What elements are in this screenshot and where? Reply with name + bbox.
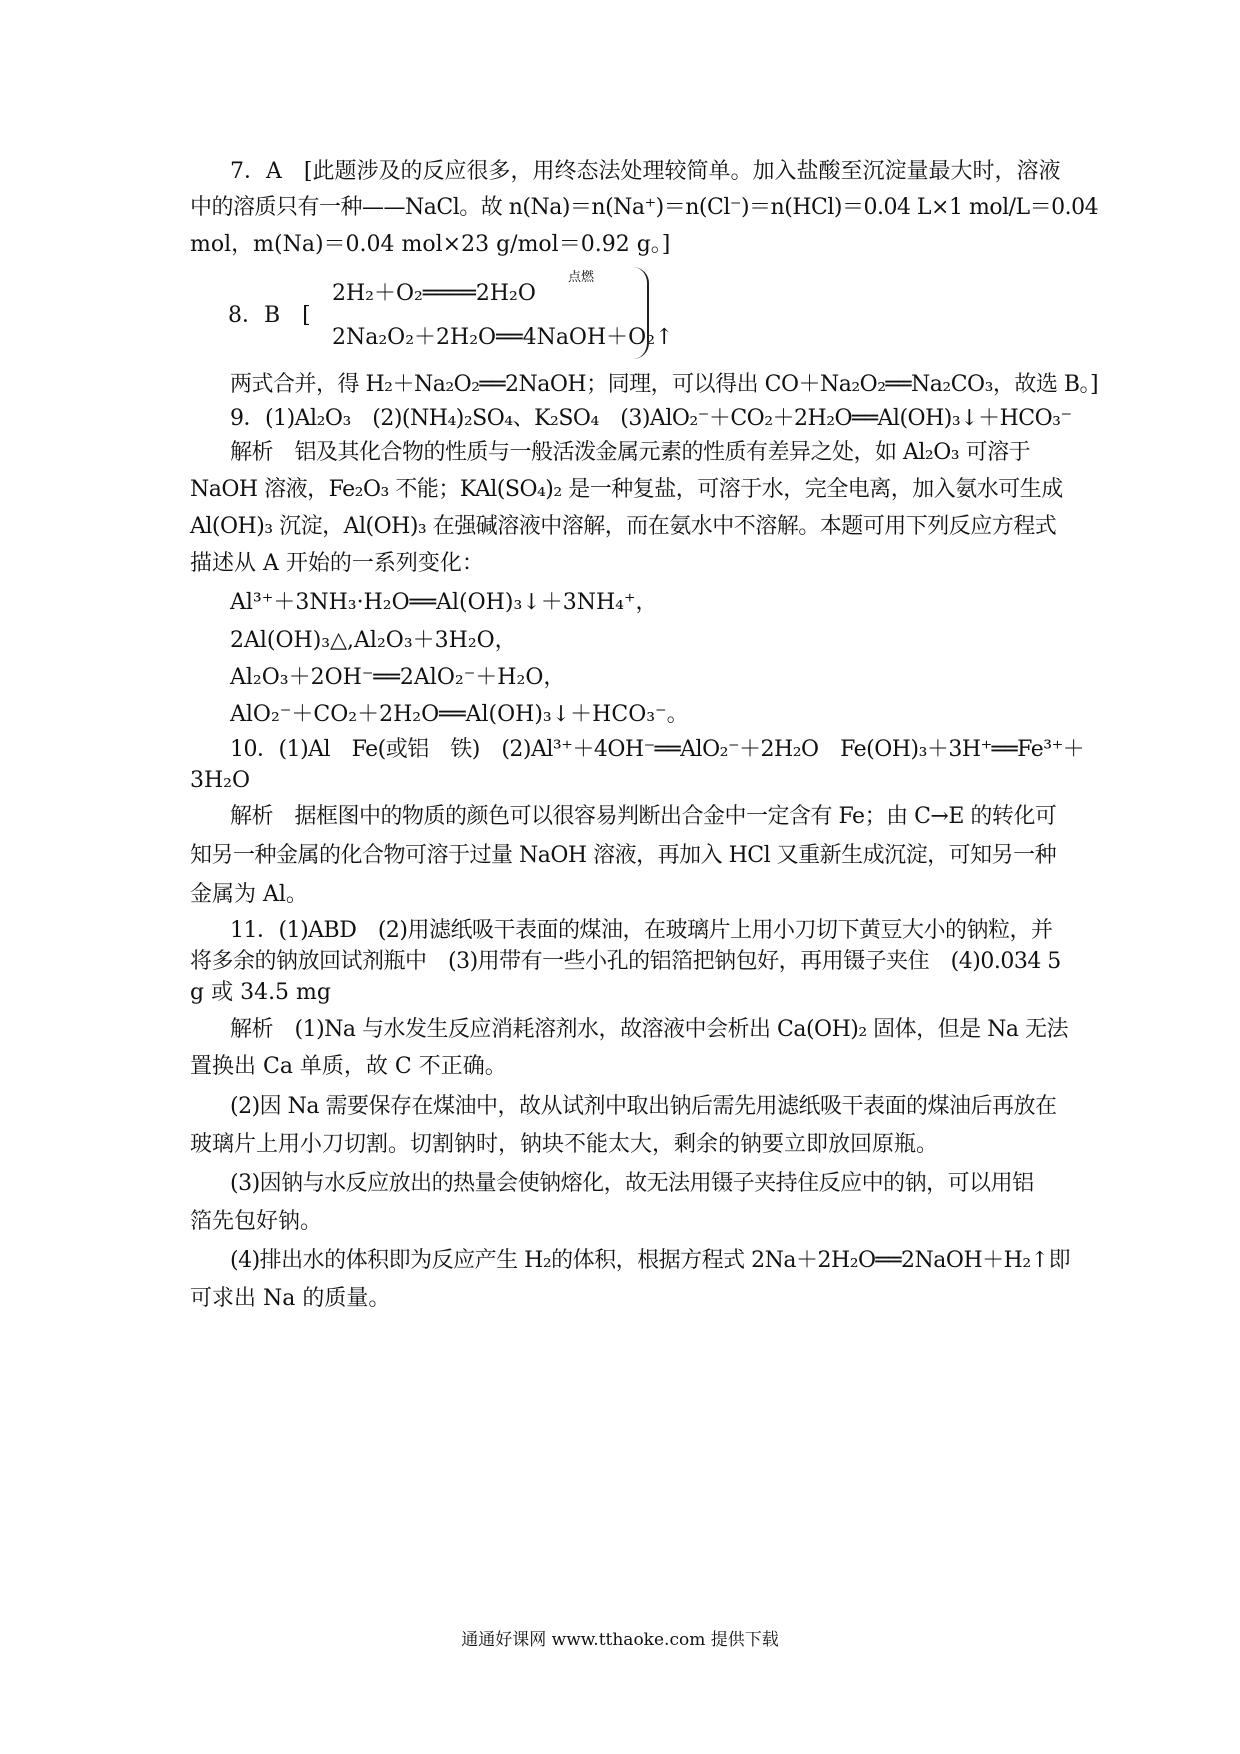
- q9-reaction-4: AlO₂⁻＋CO₂＋2H₂O══Al(OH)₃↓＋HCO₃⁻。: [230, 702, 689, 727]
- q11-analysis-8: 可求出 Na 的质量。: [190, 1286, 391, 1311]
- q10-analysis-2: 知另一种金属的化合物可溶于过量 NaOH 溶液，再加入 HCl 又重新生成沉淀，可知另一种: [190, 843, 1057, 868]
- q11-analysis-7: (4)排出水的体积即为反应产生 H₂的体积，根据方程式 2Na＋2H₂O══2NaOH＋H₂↑即: [230, 1248, 1071, 1273]
- page-footer: 通通好课网 www.tthaoke.com 提供下载: [461, 1630, 779, 1650]
- q11-analysis-1: 解析 (1)Na 与水发生反应消耗溶剂水，故溶液中会析出 Ca(OH)₂ 固体，但是 Na 无法: [230, 1017, 1069, 1042]
- q9-reaction-1: Al³⁺＋3NH₃·H₂O══Al(OH)₃↓＋3NH₄⁺，: [230, 590, 658, 615]
- q9-reaction-2: 2Al(OH)₃△,Al₂O₃＋3H₂O，: [230, 628, 517, 653]
- q11-answer-2: 将多余的钠放回试剂瓶中 (3)用带有一些小孔的铝箔把钠包好，再用镊子夹住 (4)0.034 5: [190, 949, 1061, 974]
- q10-analysis-3: 金属为 Al。: [190, 882, 308, 907]
- q11-answer-3: g 或 34.5 mg: [190, 980, 331, 1005]
- q8-equation-1: 2H₂＋O₂════2H₂O 点燃: [332, 276, 536, 307]
- q8-equation-system: [228, 268, 674, 360]
- q10-answer-2: 3H₂O: [190, 768, 251, 793]
- q8-condition: 点燃: [568, 270, 595, 285]
- right-brace: [633, 267, 649, 359]
- q11-analysis-4: 玻璃片上用小刀切割。切割钠时，钠块不能太大，剩余的钠要立即放回原瓶。: [190, 1132, 939, 1157]
- q7-line-3: mol，m(Na)＝0.04 mol×23 g/mol＝0.92 g。]: [190, 232, 671, 257]
- q10-answer-1: 10．(1)Al Fe(或铝 铁) (2)Al³⁺＋4OH⁻══AlO₂⁻＋2H₂O Fe(OH)₃＋3H⁺══Fe³⁺＋: [230, 737, 1085, 762]
- q9-analysis-1: 解析 铝及其化合物的性质与一般活泼金属元素的性质有差异之处，如 Al₂O₃ 可溶于: [230, 440, 1031, 465]
- q9-reaction-3: Al₂O₃＋2OH⁻══2AlO₂⁻＋H₂O，: [230, 665, 566, 690]
- q11-analysis-3: (2)因 Na 需要保存在煤油中，故从试剂中取出钠后需先用滤纸吸干表面的煤油后再放在: [230, 1094, 1057, 1119]
- q11-answer-1: 11．(1)ABD (2)用滤纸吸干表面的煤油，在玻璃片上用小刀切下黄豆大小的钠粒，并: [230, 918, 1053, 943]
- q10-analysis-1: 解析 据框图中的物质的颜色可以很容易判断出合金中一定含有 Fe；由 C→E 的转化可: [230, 804, 1057, 829]
- q9-analysis-2: NaOH 溶液，Fe₂O₃ 不能；KAl(SO₄)₂ 是一种复盐，可溶于水，完全电离，加入氨水可生成: [190, 477, 1063, 502]
- q9-analysis-4: 描述从 A 开始的一系列变化：: [190, 551, 484, 576]
- q7-line-2: 中的溶质只有一种——NaCl。故 n(Na)＝n(Na⁺)＝n(Cl⁻)＝n(HCl)＝0.04 L×1 mol/L＝0.04: [190, 195, 1099, 220]
- q9-answer: 9．(1)Al₂O₃ (2)(NH₄)₂SO₄、K₂SO₄ (3)AlO₂⁻＋CO₂＋2H₂O══Al(OH)₃↓＋HCO₃⁻: [230, 406, 1072, 431]
- q9-analysis-3: Al(OH)₃ 沉淀，Al(OH)₃ 在强碱溶液中溶解，而在氨水中不溶解。本题可用下列反应方程式: [190, 514, 1057, 539]
- q8-equation-2: 2Na₂O₂＋2H₂O══4NaOH＋O₂↑: [332, 325, 674, 350]
- q8-label: 8．B [: [228, 303, 311, 328]
- q11-analysis-6: 箔先包好钠。: [190, 1209, 323, 1234]
- q7-line-1: 7．A [此题涉及的反应很多，用终态法处理较简单。加入盐酸至沉淀量最大时，溶液: [230, 159, 1061, 184]
- q8-conclusion: 两式合并，得 H₂＋Na₂O₂══2NaOH；同理，可以得出 CO＋Na₂O₂══Na₂CO₃，故选 B。]: [230, 372, 1099, 397]
- q11-analysis-5: (3)因钠与水反应放出的热量会使钠熔化，故无法用镊子夹持住反应中的钠，可以用铝: [230, 1171, 1034, 1196]
- q11-analysis-2: 置换出 Ca 单质，故 C 不正确。: [190, 1054, 507, 1079]
